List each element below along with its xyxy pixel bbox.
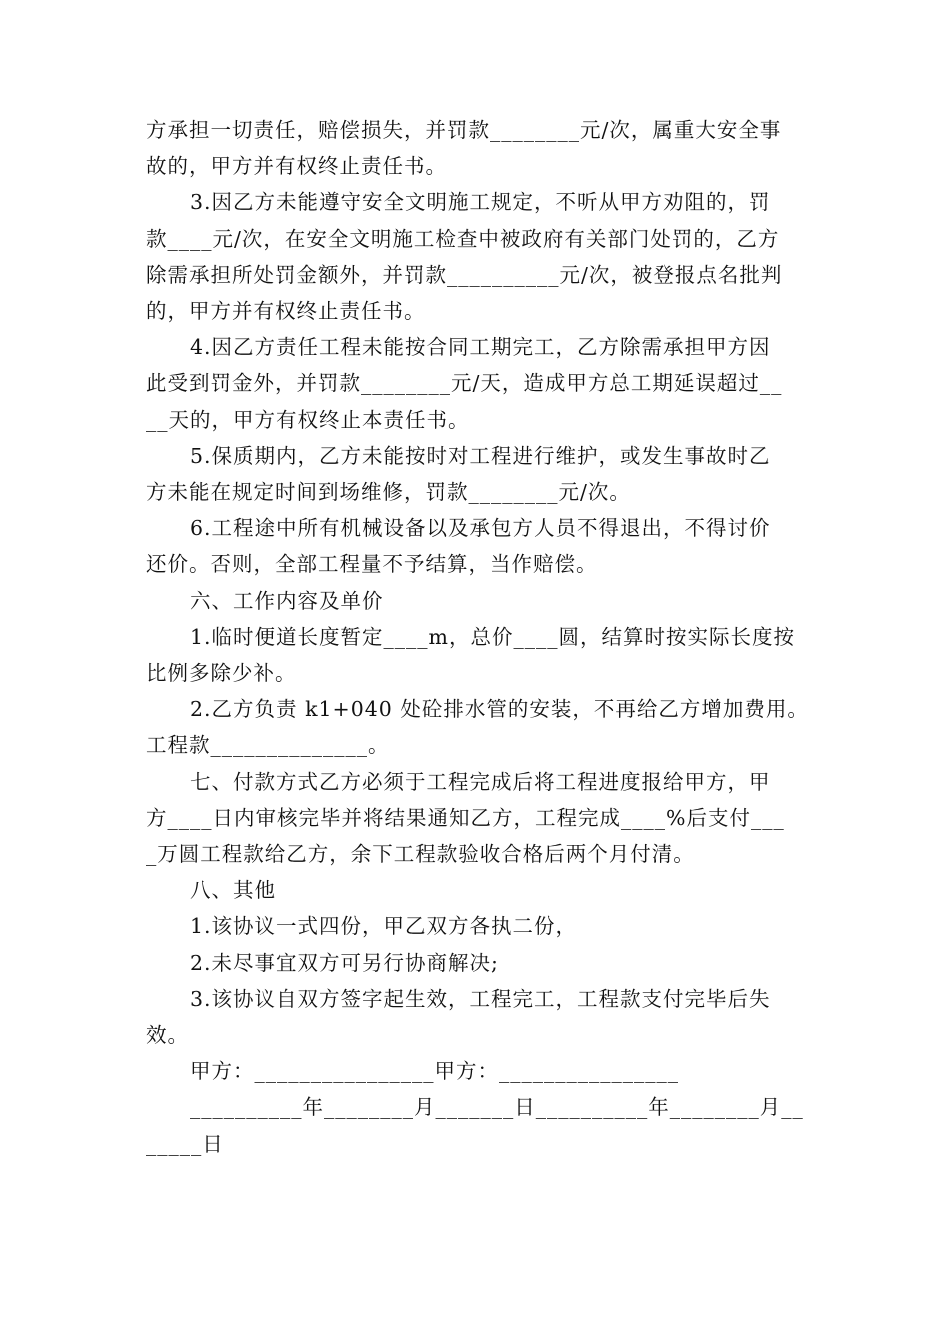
text-line: 1.该协议一式四份，甲乙双方各执二份，: [190, 914, 578, 939]
text-line: _万圆工程款给乙方，余下工程款验收合格后两个月付清。: [146, 842, 695, 867]
text-line: 还价。否则，全部工程量不予结算，当作赔偿。: [146, 552, 598, 577]
text-line: 方承担一切责任，赔偿损失，并罚款________元/次，属重大安全事: [146, 118, 782, 142]
text-line: 此受到罚金外，并罚款________元/天，造成甲方总工期延误超过__: [146, 371, 783, 396]
text-line: _____日: [146, 1131, 224, 1156]
text-line: 的，甲方并有权终止责任书。: [146, 299, 426, 324]
text-line: 甲方：________________甲方：________________: [190, 1059, 679, 1084]
text-line: 比例多除少补。: [146, 661, 297, 686]
text-line: 工程款______________。: [146, 733, 390, 758]
text-line: 方未能在规定时间到场维修，罚款________元/次。: [146, 480, 631, 505]
text-line: __天的，甲方有权终止本责任书。: [146, 407, 470, 432]
text-line: 3.该协议自双方签字起生效，工程完工，工程款支付完毕后失: [190, 986, 771, 1011]
text-line: __________年________月_______日__________年________月__: [190, 1095, 804, 1120]
text-line: 1.临时便道长度暂定____m，总价____圆，结算时按实际长度按: [190, 624, 795, 649]
text-line: 方____日内审核完毕并将结果通知乙方，工程完成____%后支付___: [146, 805, 785, 830]
text-line: 八、其他: [190, 878, 276, 903]
text-line: 3.因乙方未能遵守安全文明施工规定，不听从甲方劝阻的，罚: [190, 190, 771, 215]
text-line: 七、付款方式乙方必须于工程完成后将工程进度报给甲方，甲: [190, 769, 771, 794]
text-line: 2.未尽事宜双方可另行协商解决;: [190, 950, 499, 975]
text-line: 除需承担所处罚金额外，并罚款__________元/次，被登报点名批判: [146, 262, 783, 287]
text-line: 款____元/次，在安全文明施工检查中被政府有关部门处罚的，乙方: [146, 226, 780, 251]
text-line: 5.保质期内，乙方未能按时对工程进行维护，或发生事故时乙: [190, 443, 771, 468]
text-line: 故的，甲方并有权终止责任书。: [146, 154, 447, 179]
text-line: 4.因乙方责任工程未能按合同工期完工，乙方除需承担甲方因: [190, 335, 771, 360]
text-line: 2.乙方负责 k1+040 处砼排水管的安装，不再给乙方增加费用。: [190, 697, 809, 722]
text-line: 效。: [146, 1023, 189, 1048]
text-line: 六、工作内容及单价: [190, 588, 384, 613]
text-line: 6.工程途中所有机械设备以及承包方人员不得退出，不得讨价: [190, 516, 771, 541]
